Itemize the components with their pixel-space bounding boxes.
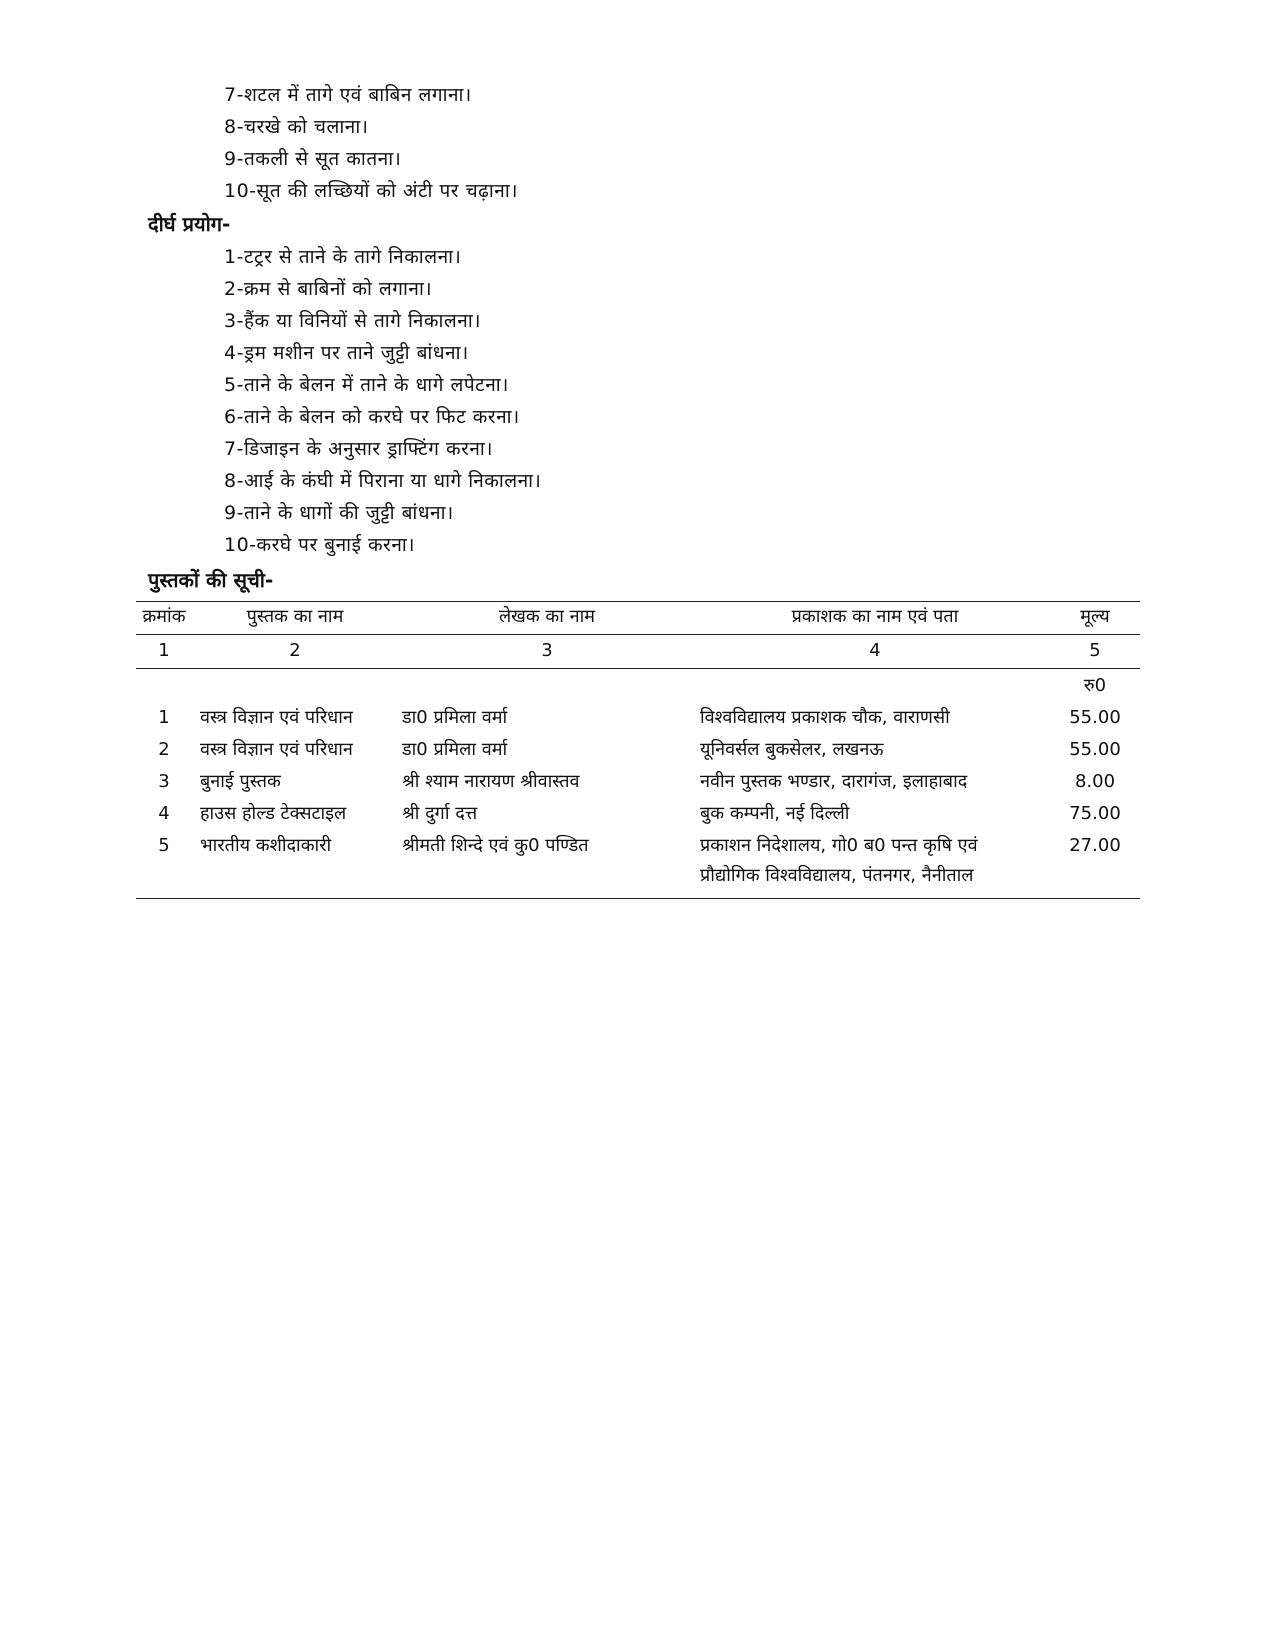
experiment-item: 10-करघे पर बुनाई करना। [224, 534, 415, 556]
long-experiments-heading: दीर्घ प्रयोग- [148, 212, 231, 236]
row-publisher: प्रकाशन निदेशालय, गो0 ब0 पन्त कृषि एवं [700, 835, 978, 856]
column-number: 2 [289, 640, 301, 661]
experiment-item: 7-डिजाइन के अनुसार ड्राफ्टिंग करना। [224, 438, 493, 460]
row-author: श्री दुर्गा दत्त [402, 803, 478, 824]
row-publisher: यूनिवर्सल बुकसेलर, लखनऊ [700, 739, 884, 760]
experiment-item: 2-क्रम से बाबिनों को लगाना। [224, 278, 433, 300]
practical-item: 7-शटल में तागे एवं बाबिन लगाना। [224, 84, 472, 106]
row-publisher: विश्वविद्यालय प्रकाशक चौक, वाराणसी [700, 707, 950, 728]
practical-item: 9-तकली से सूत कातना। [224, 148, 402, 170]
column-number: 3 [541, 640, 553, 661]
row-author: श्रीमती शिन्दे एवं कु0 पण्डित [402, 835, 589, 856]
table-top-rule [136, 601, 1140, 602]
row-author: डा0 प्रमिला वर्मा [402, 707, 508, 728]
row-price: 55.00 [1069, 707, 1121, 728]
experiment-item: 9-ताने के धागों की जुट्टी बांधना। [224, 502, 454, 524]
book-list-heading: पुस्तकों की सूची- [148, 568, 274, 592]
header-price: मूल्य [1080, 606, 1110, 627]
experiment-item: 1-टट्रर से ताने के तागे निकालना। [224, 246, 462, 268]
column-number: 5 [1089, 640, 1101, 661]
row-publisher: बुक कम्पनी, नई दिल्ली [700, 803, 850, 824]
experiment-item: 5-ताने के बेलन में ताने के धागे लपेटना। [224, 374, 509, 396]
row-publisher-line2: प्रौद्योगिक विश्वविद्यालय, पंतनगर, नैनीताल [700, 865, 974, 886]
table-bottom-rule [136, 898, 1140, 899]
experiment-item: 4-ड्रम मशीन पर ताने जुट्टी बांधना। [224, 342, 469, 364]
practical-item: 10-सूत की लच्छियों को अंटी पर चढ़ाना। [224, 180, 518, 202]
experiment-item: 3-हैंक या विनियों से तागे निकालना। [224, 310, 481, 332]
row-serial: 5 [158, 835, 170, 856]
header-author: लेखक का नाम [498, 606, 596, 627]
row-title: हाउस होल्ड टेक्सटाइल [200, 803, 347, 824]
row-serial: 4 [158, 803, 170, 824]
row-price: 55.00 [1069, 739, 1121, 760]
header-book-title: पुस्तक का नाम [246, 606, 344, 627]
row-title: वस्त्र विज्ञान एवं परिधान [200, 707, 353, 728]
row-serial: 2 [158, 739, 170, 760]
row-author: श्री श्याम नारायण श्रीवास्तव [402, 771, 580, 792]
experiment-item: 6-ताने के बेलन को करघे पर फिट करना। [224, 406, 520, 428]
header-publisher: प्रकाशक का नाम एवं पता [791, 606, 959, 627]
practical-item: 8-चरखे को चलाना। [224, 116, 369, 138]
row-serial: 3 [158, 771, 170, 792]
experiment-item: 8-आई के कंघी में पिराना या धागे निकालना। [224, 470, 542, 492]
row-title: वस्त्र विज्ञान एवं परिधान [200, 739, 353, 760]
row-price: 75.00 [1069, 803, 1121, 824]
row-serial: 1 [158, 707, 170, 728]
currency-label: रु0 [1083, 675, 1107, 696]
row-price: 27.00 [1069, 835, 1121, 856]
header-rule [136, 634, 1140, 635]
row-author: डा0 प्रमिला वर्मा [402, 739, 508, 760]
row-title: भारतीय कशीदाकारी [200, 835, 332, 856]
row-publisher: नवीन पुस्तक भण्डार, दारागंज, इलाहाबाद [700, 771, 968, 792]
row-price: 8.00 [1074, 771, 1116, 792]
column-numbers-rule [136, 668, 1140, 669]
row-title: बुनाई पुस्तक [200, 771, 281, 792]
header-serial: क्रमांक [142, 606, 186, 627]
column-number: 1 [158, 640, 170, 661]
column-number: 4 [869, 640, 881, 661]
